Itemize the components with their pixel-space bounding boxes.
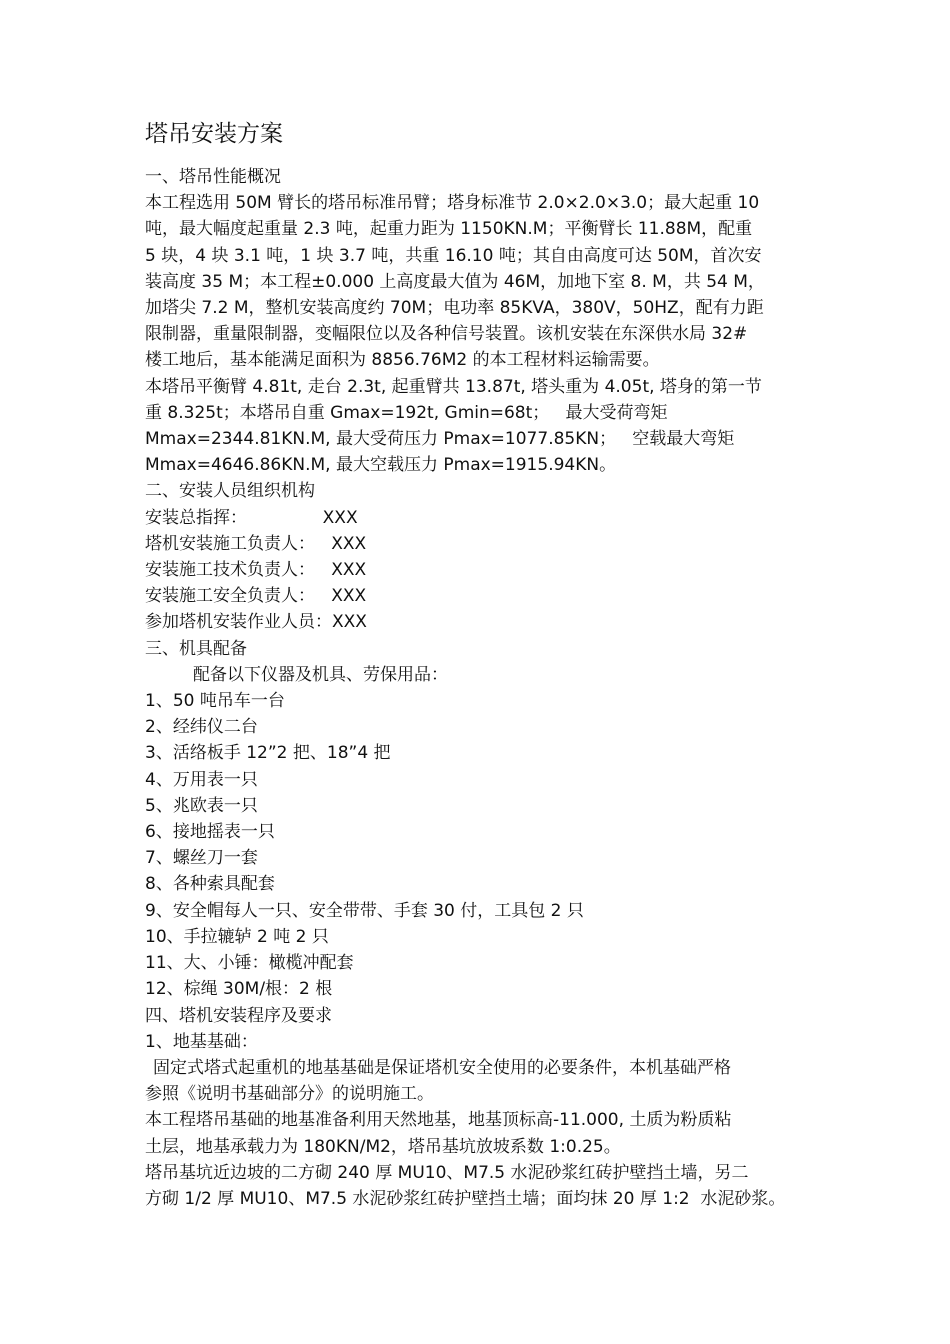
paragraph-line: 限制器，重量限制器，变幅限位以及各种信号装置。该机安装在东深供水局 32# bbox=[145, 324, 748, 345]
equipment-item: 11、大、小锤：橄榄冲配套 bbox=[145, 953, 354, 974]
equipment-item: 5、兆欧表一只 bbox=[145, 795, 258, 816]
personnel-line: 安装总指挥： XXX bbox=[145, 507, 358, 528]
paragraph-line: 塔吊基坑近边坡的二方砌 240 厚 MU10、M7.5 水泥砂浆红砖护壁挡土墙，另二 bbox=[145, 1162, 749, 1183]
paragraph-line: 方砌 1/2 厚 MU10、M7.5 水泥砂浆红砖护壁挡土墙；面均抹 20 厚 1:2 水泥砂浆。 bbox=[145, 1188, 786, 1209]
section-heading-procedure: 四、塔机安装程序及要求 bbox=[145, 1005, 332, 1026]
paragraph-line: 土层，地基承载力为 180KN/M2，塔吊基坑放坡系数 1:0.25。 bbox=[145, 1136, 621, 1157]
equipment-item: 6、接地摇表一只 bbox=[145, 822, 275, 843]
document-title: 塔吊安装方案 bbox=[145, 121, 283, 147]
paragraph-line: 楼工地后，基本能满足面积为 8856.76M2 的本工程材料运输需要。 bbox=[145, 350, 660, 371]
equipment-item: 3、活络板手 12”2 把、18”4 把 bbox=[145, 743, 391, 764]
subsection-heading-foundation: 1、地基基础： bbox=[145, 1031, 258, 1052]
equipment-item: 8、各种索具配套 bbox=[145, 874, 275, 895]
equipment-intro: 配备以下仪器及机具、劳保用品： bbox=[193, 664, 448, 685]
section-heading-performance: 一、塔吊性能概况 bbox=[145, 167, 281, 187]
paragraph-line: 本塔吊平衡臂 4.81t, 走台 2.3t, 起重臂共 13.87t, 塔头重为 4.05t, 塔身的第一节 bbox=[145, 376, 762, 397]
personnel-line: 安装施工技术负责人： XXX bbox=[145, 560, 367, 581]
personnel-line: 参加塔机安装作业人员：XXX bbox=[145, 612, 367, 633]
paragraph-line: Mmax=2344.81KN.M, 最大受荷压力 Pmax=1077.85KN； 空载最大弯矩 bbox=[145, 429, 735, 450]
paragraph-line: 参照《说明书基础部分》的说明施工。 bbox=[145, 1084, 434, 1105]
paragraph-line: 加塔尖 7.2 M，整机安装高度约 70M；电功率 85KVA，380V，50HZ，配有力距 bbox=[145, 298, 764, 319]
paragraph-line: Mmax=4646.86KN.M, 最大空载压力 Pmax=1915.94KN。 bbox=[145, 455, 617, 476]
paragraph-line: 本工程选用 50M 臂长的塔吊标准吊臂；塔身标准节 2.0×2.0×3.0；最大起重 10 bbox=[145, 193, 760, 214]
equipment-item: 12、棕绳 30M/根：2 根 bbox=[145, 979, 333, 1000]
personnel-line: 安装施工安全负责人： XXX bbox=[145, 586, 367, 607]
paragraph-line: 5 块，4 块 3.1 吨，1 块 3.7 吨，共重 16.10 吨；其自由高度可达 50M，首次安 bbox=[145, 245, 762, 266]
equipment-item: 4、万用表一只 bbox=[145, 769, 258, 790]
document-page bbox=[145, 118, 815, 1212]
equipment-item: 2、经纬仪二台 bbox=[145, 717, 258, 738]
paragraph-line: 固定式塔式起重机的地基基础是保证塔机安全使用的必要条件，本机基础严格 bbox=[153, 1057, 731, 1078]
equipment-item: 9、安全帽每人一只、安全带带、手套 30 付，工具包 2 只 bbox=[145, 900, 584, 921]
equipment-item: 10、手拉辘轳 2 吨 2 只 bbox=[145, 926, 329, 947]
section-heading-organization: 二、安装人员组织机构 bbox=[145, 481, 315, 502]
paragraph-line: 吨，最大幅度起重量 2.3 吨，起重力距为 1150KN.M；平衡臂长 11.88M，配重 bbox=[145, 219, 753, 240]
section-heading-equipment: 三、机具配备 bbox=[145, 638, 247, 659]
paragraph-line: 装高度 35 M；本工程±0.000 上高度最大值为 46M，加地下室 8. M，共 54 M， bbox=[145, 271, 765, 292]
equipment-item: 1、50 吨吊车一台 bbox=[145, 691, 285, 712]
paragraph-line: 重 8.325t；本塔吊自重 Gmax=192t, Gmin=68t； 最大受荷弯矩 bbox=[145, 402, 668, 423]
paragraph-line: 本工程塔吊基础的地基准备利用天然地基，地基顶标高-11.000, 土质为粉质粘 bbox=[145, 1110, 732, 1131]
personnel-line: 塔机安装施工负责人： XXX bbox=[145, 533, 367, 554]
equipment-item: 7、螺丝刀一套 bbox=[145, 848, 258, 869]
